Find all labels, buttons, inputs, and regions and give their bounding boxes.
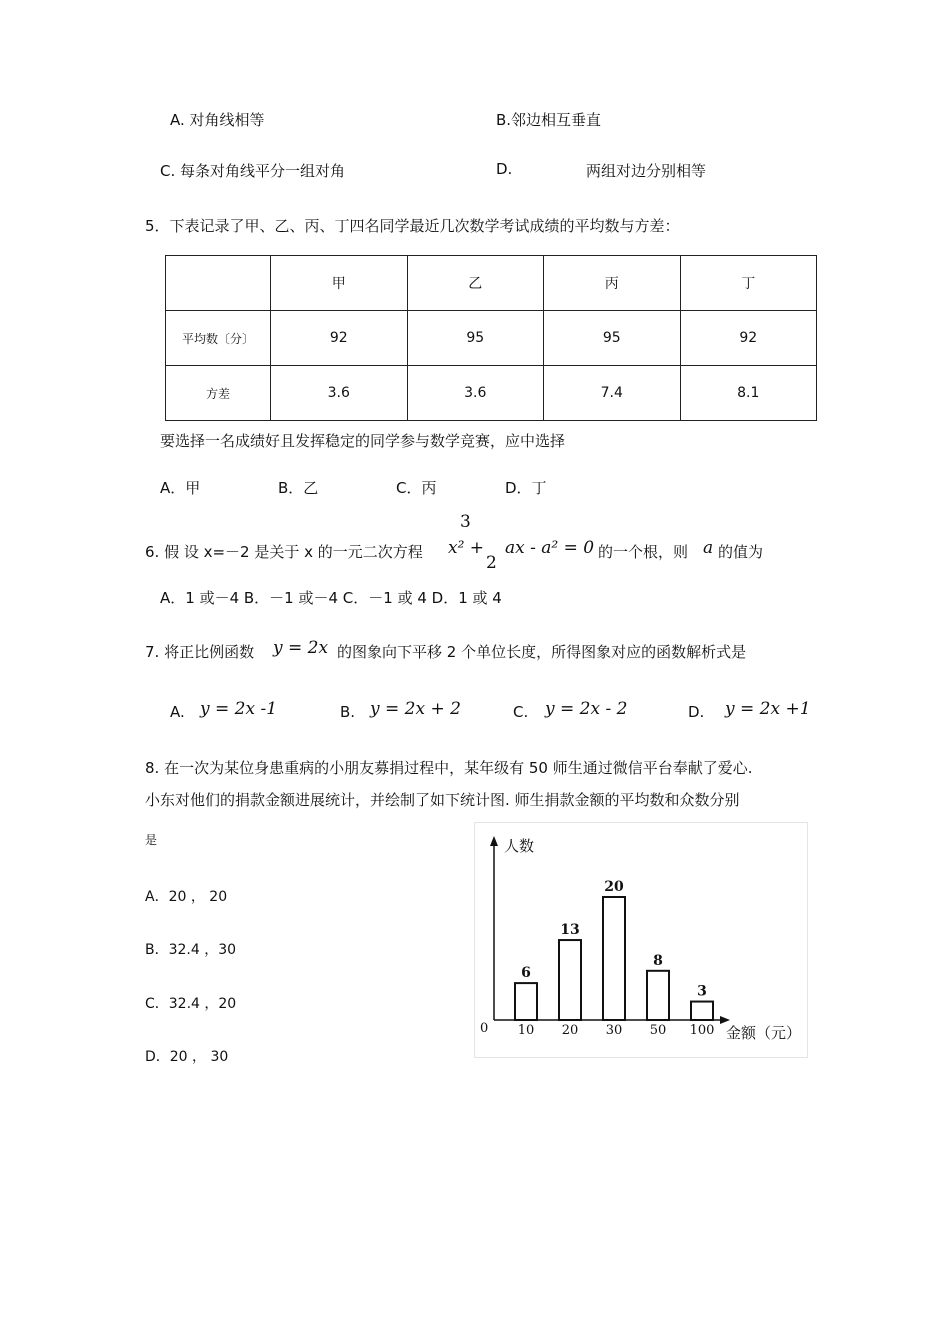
table-header-cell: 甲 xyxy=(271,256,408,311)
q5-option-a: A．甲 xyxy=(160,479,201,497)
x-tick-label: 50 xyxy=(649,1023,667,1038)
q7-stem-a: 7. 将正比例函数 xyxy=(145,643,255,661)
q6-equation-x: x² + xyxy=(448,538,485,558)
bar-value-label: 13 xyxy=(560,922,580,939)
q6-options: A．1 或－4 B．－1 或－4 C．－1 或 4 D．1 或 4 xyxy=(160,589,502,607)
table-header-cell: 丙 xyxy=(544,256,681,311)
bar-value-label: 8 xyxy=(653,952,663,969)
origin-label: 0 xyxy=(480,1021,489,1036)
q7-option-c-letter: C. xyxy=(513,703,529,721)
bar-30 xyxy=(603,897,625,1020)
q6-fraction-denominator: 2 xyxy=(486,553,497,573)
bar-value-label: 20 xyxy=(604,879,624,895)
q7-option-a-letter: A. xyxy=(170,703,185,721)
table-row xyxy=(166,311,817,366)
x-tick-label: 10 xyxy=(517,1023,535,1038)
q7-option-c-expr: y = 2x - 2 xyxy=(545,699,628,719)
bar-50 xyxy=(647,971,669,1020)
q8-option-b: B．32.4 ，30 xyxy=(145,942,237,958)
q7-option-b-letter: B. xyxy=(340,703,356,721)
table-header-row xyxy=(166,256,817,311)
x-tick-label: 20 xyxy=(561,1023,579,1038)
table-cell: 8.1 xyxy=(680,366,817,421)
q4-option-b: B.邻边相互垂直 xyxy=(496,111,602,129)
q8-option-a: A．20 ， 20 xyxy=(145,889,228,905)
table-corner-cell xyxy=(166,256,271,311)
q5-option-d: D．丁 xyxy=(505,479,547,497)
q7-option-a-expr: y = 2x -1 xyxy=(200,699,278,719)
q8-option-c: C．32.4 ，20 xyxy=(145,996,237,1012)
table-header-cell: 丁 xyxy=(680,256,817,311)
donation-bar-chart xyxy=(474,822,808,1058)
bar-value-label: 6 xyxy=(521,965,531,982)
q4-option-a: A. 对角线相等 xyxy=(170,111,265,129)
q5-option-b: B．乙 xyxy=(278,479,319,497)
bar-20 xyxy=(559,940,581,1020)
x-tick-label: 100 xyxy=(689,1023,715,1038)
table-cell: 95 xyxy=(544,311,681,366)
table-cell: 95 xyxy=(407,311,544,366)
table-row-label: 方差 xyxy=(166,366,271,421)
q8-option-d: D．20 ， 30 xyxy=(145,1049,229,1065)
q6-equation-rest: ax - a² = 0 xyxy=(505,538,595,558)
q4-option-c: C. 每条对角线平分一组对角 xyxy=(160,162,346,180)
table-cell: 3.6 xyxy=(407,366,544,421)
q6-stem-a: 6. 假 设 x=－2 是关于 x 的一元二次方程 xyxy=(145,543,423,561)
q7-option-b-expr: y = 2x + 2 xyxy=(370,699,461,719)
q7-option-d-expr: y = 2x +1 xyxy=(725,699,811,719)
bar-100 xyxy=(691,1002,713,1020)
bar-10 xyxy=(515,983,537,1020)
q8-stem-line3: 是 xyxy=(145,833,158,847)
table-cell: 92 xyxy=(271,311,408,366)
q6-stem-c: 的值为 xyxy=(718,543,764,561)
q5-option-c: C．丙 xyxy=(396,479,437,497)
x-tick-label: 30 xyxy=(605,1023,623,1038)
bars-group xyxy=(515,879,714,1038)
q8-stem-line2: 小东对他们的捐款金额进展统计，并绘制了如下统计图. 师生捐款金额的平均数和众数分别 xyxy=(145,791,740,809)
q7-option-d-letter: D. xyxy=(688,703,705,721)
q4-option-d-text: 两组对边分别相等 xyxy=(586,162,707,180)
table-cell: 92 xyxy=(680,311,817,366)
q8-stem-line1: 8. 在一次为某位身患重病的小朋友募捐过程中，某年级有 50 师生通过微信平台奉献了爱心. xyxy=(145,759,753,777)
bar-value-label: 3 xyxy=(697,983,707,1000)
q5-question: 要选择一名成绩好且发挥稳定的同学参与数学竞赛，应中选择 xyxy=(160,432,566,450)
score-table xyxy=(165,255,817,421)
q7-stem-b: 的图象向下平移 2 个单位长度，所得图象对应的函数解析式是 xyxy=(337,643,747,661)
q7-function: y = 2x xyxy=(273,638,329,658)
x-axis-arrow xyxy=(720,1016,730,1024)
table-header-cell: 乙 xyxy=(407,256,544,311)
table-cell: 3.6 xyxy=(271,366,408,421)
table-row-label: 平均数〔分〕 xyxy=(166,311,271,366)
q6-var-a: a xyxy=(703,538,714,558)
q5-stem: 5．下表记录了甲、乙、丙、丁四名同学最近几次数学考试成绩的平均数与方差： xyxy=(145,217,680,235)
q6-fraction-numerator: 3 xyxy=(460,512,471,532)
q6-stem-b: 的一个根，则 xyxy=(598,543,689,561)
q4-option-d-letter: D. xyxy=(496,160,513,178)
y-axis-title: 人数 xyxy=(504,837,535,855)
table-cell: 7.4 xyxy=(544,366,681,421)
x-axis-title: 金额（元） xyxy=(726,1024,802,1042)
y-axis-arrow xyxy=(490,836,498,846)
table-row xyxy=(166,366,817,421)
